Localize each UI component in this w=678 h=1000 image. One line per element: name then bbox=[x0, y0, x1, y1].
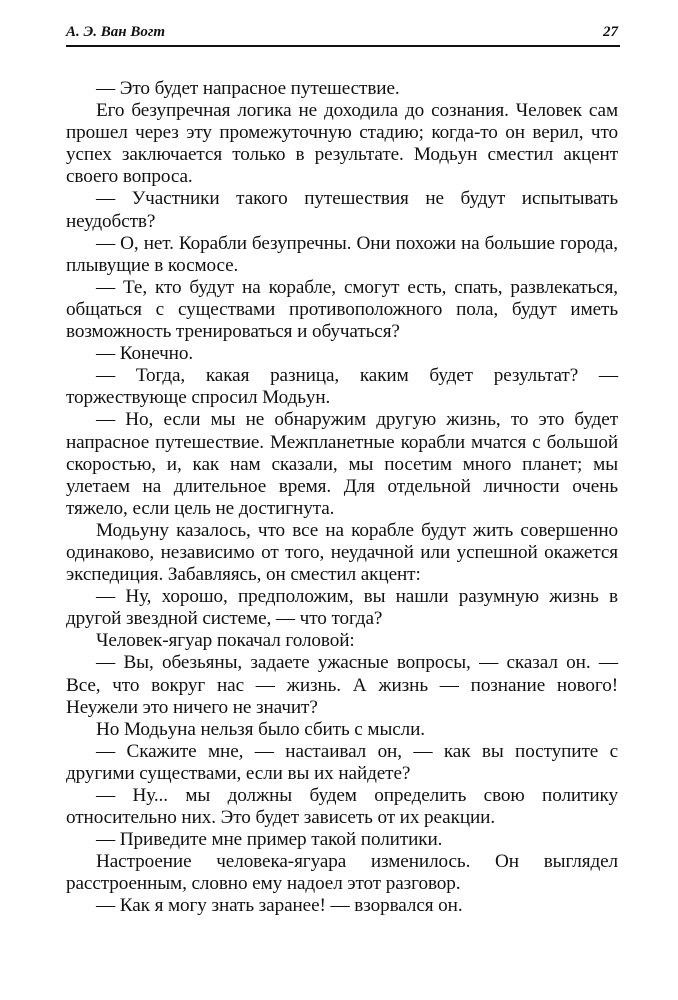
paragraph: Человек-ягуар покачал головой: bbox=[96, 630, 355, 652]
paragraph: Настроение человека-ягуара изменилось. Он выглядел расстроенным, словно ему надоел этот разговор. bbox=[66, 851, 618, 895]
paragraph: Модьуну казалось, что все на корабле будут жить совершенно одинаково, независимо от того, неудачной или успешной окажется экспедиция. Забавляясь, он сместил акцент: bbox=[66, 519, 618, 586]
paragraph: — Участники такого путешествия не будут испытывать неудобств? bbox=[66, 188, 618, 232]
running-head bbox=[66, 24, 620, 44]
paragraph: — Это будет напрасное путешествие. bbox=[96, 78, 400, 99]
author-name: А. Э. Ван Вогт bbox=[66, 24, 166, 40]
paragraph: — Вы, обезьяны, задаете ужасные вопросы, — сказал он. — Все, что вокруг нас — жизнь. А жизнь — познание нового! Неужели это ничего не значит? bbox=[66, 652, 618, 718]
paragraph: — Скажите мне, — настаивал он, — как вы поступите с другими существами, если вы их найдете? bbox=[66, 740, 618, 784]
paragraph: — О, нет. Корабли безупречны. Они похожи на большие города, плывущие в космосе. bbox=[66, 232, 618, 276]
paragraph: Но Модьуна нельзя было сбить с мысли. bbox=[96, 718, 426, 740]
paragraph: — Приведите мне пример такой политики. bbox=[96, 829, 443, 851]
header-rule bbox=[66, 45, 620, 47]
paragraph: — Ну, хорошо, предположим, вы нашли разумную жизнь в другой звездной системе, — что тогда? bbox=[66, 586, 618, 630]
paragraph: — Но, если мы не обнаружим другую жизнь, то это будет напрасное путешествие. Межпланетные корабли мчатся с большой скоростью, и, как нам сказали, мы посетим много планет; мы улетаем на длительное время. Для отдельной личности очень тяжело, если цель не достигнута. bbox=[66, 409, 618, 519]
body-text bbox=[66, 78, 618, 918]
paragraph: — Конечно. bbox=[96, 343, 194, 365]
paragraph: — Ну... мы должны будем определить свою политику относительно них. Это будет зависеть от их реакции. bbox=[66, 785, 618, 829]
page-number: 27 bbox=[603, 24, 618, 40]
paragraph: — Как я могу знать заранее! — взорвался он. bbox=[96, 895, 463, 917]
paragraph: — Тогда, какая разница, каким будет результат? — торжествующе спросил Модьун. bbox=[66, 365, 618, 409]
paragraph: Его безупречная логика не доходила до сознания. Человек сам прошел через эту промежуточную стадию; когда-то он верил, что успех заключается только в результате. Модьун сместил акцент своего вопроса. bbox=[66, 100, 618, 188]
paragraph: — Те, кто будут на корабле, смогут есть, спать, развлекаться, общаться с существами противоположного пола, будут иметь возможность тренироваться и обучаться? bbox=[66, 276, 618, 343]
